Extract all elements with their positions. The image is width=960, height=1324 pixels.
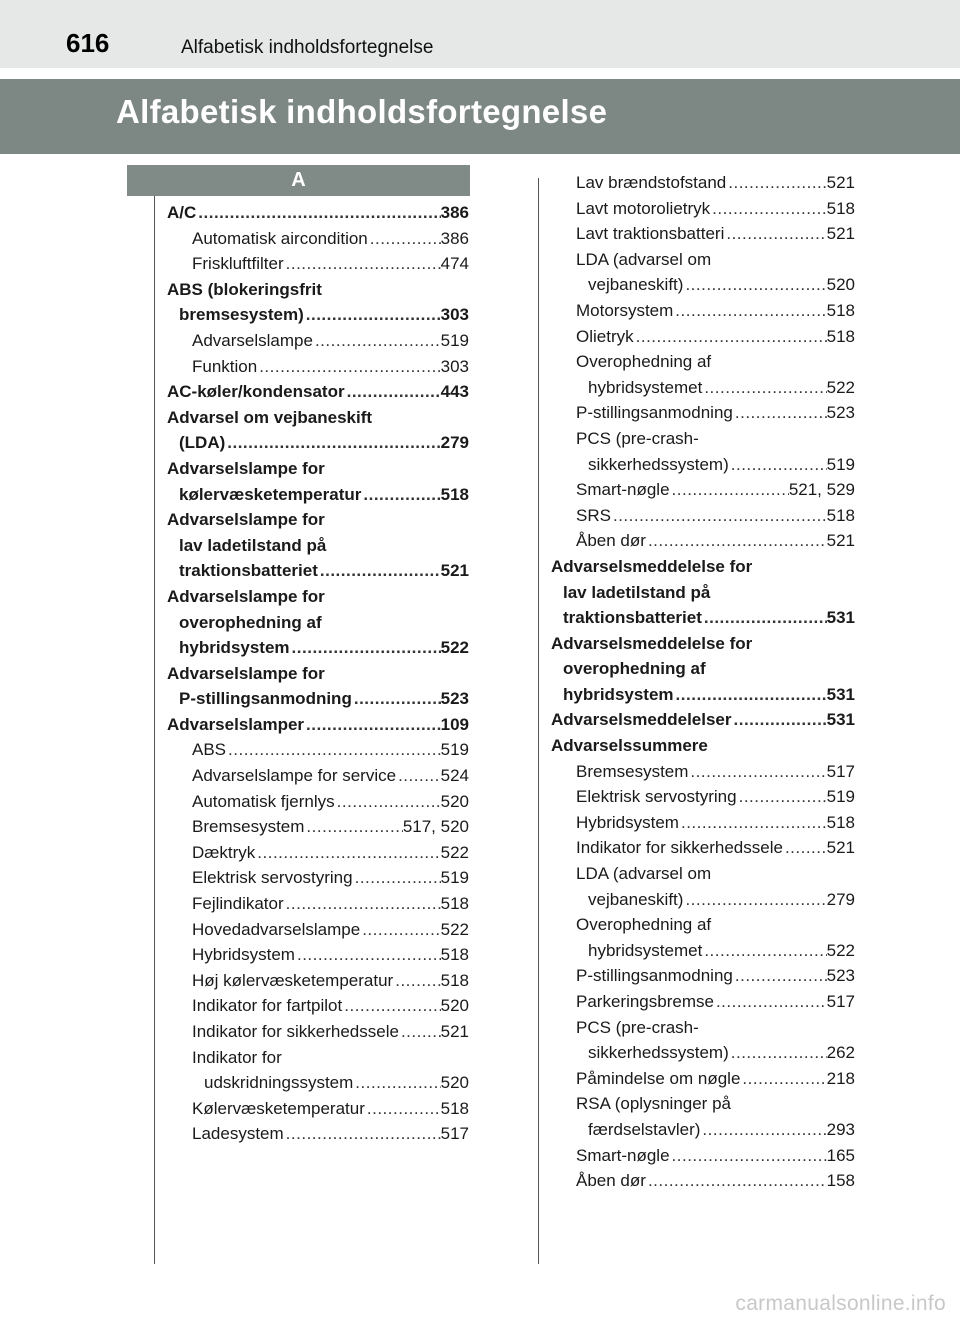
index-entry xyxy=(551,733,855,759)
index-entry xyxy=(167,584,469,610)
entry-text: vejbaneskift) xyxy=(588,889,684,909)
dot-leader xyxy=(396,763,441,789)
dot-leader xyxy=(257,354,440,380)
dot-leader xyxy=(702,375,826,401)
dot-leader xyxy=(393,968,440,994)
entry-page-number: 520 xyxy=(440,791,469,811)
dot-leader xyxy=(729,452,827,478)
entry-text: P-stillingsanmodning xyxy=(179,689,352,709)
section-letter-header: A xyxy=(127,165,470,196)
entry-page-number: 519 xyxy=(826,787,855,807)
entry-text: Påmindelse om nøgle xyxy=(576,1068,741,1088)
entry-text: Indikator for sikkerhedssele xyxy=(192,1022,399,1041)
entry-text: vejbaneskift) xyxy=(588,275,684,295)
index-column-left xyxy=(167,200,469,1147)
entry-page-number: 522 xyxy=(440,919,469,939)
index-entry xyxy=(551,1168,855,1194)
index-entry xyxy=(551,196,855,222)
dot-leader xyxy=(226,737,441,763)
column-divider-left xyxy=(154,196,155,1264)
index-entry xyxy=(551,656,855,682)
entry-page-number: 520 xyxy=(440,996,469,1016)
entry-text: Advarselslamper xyxy=(167,714,305,734)
index-entry xyxy=(167,840,469,866)
dot-leader xyxy=(361,482,440,508)
entry-page-number: 531 xyxy=(826,684,855,704)
entry-page-number: 522 xyxy=(440,638,469,658)
dot-leader xyxy=(290,635,441,661)
index-entry xyxy=(167,277,469,303)
index-entry xyxy=(551,349,855,375)
dot-leader xyxy=(702,605,827,631)
dot-leader xyxy=(733,963,827,989)
index-entry xyxy=(551,682,855,708)
dot-leader xyxy=(295,942,441,968)
index-entry xyxy=(551,170,855,196)
dot-leader xyxy=(726,170,826,196)
index-entry xyxy=(551,1066,855,1092)
entry-page-number: 531 xyxy=(826,710,855,730)
entry-page-number: 303 xyxy=(440,305,469,325)
entry-page-number: 518 xyxy=(826,505,855,525)
entry-page-number: 518 xyxy=(440,970,469,990)
entry-text: bremsesystem) xyxy=(179,305,304,325)
entry-page-number: 279 xyxy=(440,433,469,453)
entry-text: sikkerhedssystem) xyxy=(588,1043,729,1063)
entry-page-number: 518 xyxy=(440,1098,469,1118)
dot-leader xyxy=(673,298,826,324)
index-entry xyxy=(167,1045,469,1071)
index-entry xyxy=(551,375,855,401)
entry-text: Advarselsmeddelelse for xyxy=(551,556,753,576)
index-entry xyxy=(551,298,855,324)
dot-leader xyxy=(683,272,826,298)
entry-page-number: 518 xyxy=(440,894,469,914)
entry-page-number: 218 xyxy=(826,1068,855,1088)
index-entry xyxy=(167,942,469,968)
dot-leader xyxy=(733,400,827,426)
index-entry xyxy=(551,1015,855,1041)
dot-leader xyxy=(683,887,826,913)
entry-text: hybridsystem xyxy=(179,638,290,658)
entry-text: Advarselslampe for xyxy=(167,510,325,530)
index-entry xyxy=(167,661,469,687)
entry-text: Kølervæsketemperatur xyxy=(192,1098,365,1118)
dot-leader xyxy=(399,1019,441,1045)
entry-page-number: 386 xyxy=(440,228,469,248)
entry-page-number: 518 xyxy=(826,812,855,832)
entry-text: (LDA) xyxy=(179,433,226,453)
dot-leader xyxy=(335,789,441,815)
index-entry xyxy=(551,580,855,606)
dot-leader xyxy=(724,221,826,247)
entry-text: Advarselslampe xyxy=(192,330,313,350)
dot-leader xyxy=(688,759,826,785)
dot-leader xyxy=(313,328,441,354)
index-entry xyxy=(551,810,855,836)
index-entry xyxy=(167,865,469,891)
entry-page-number: 519 xyxy=(440,868,469,888)
entry-page-number: 158 xyxy=(826,1171,855,1191)
page-title: Alfabetisk indholdsfortegnelse xyxy=(116,93,608,130)
index-entry xyxy=(167,354,469,380)
index-entry xyxy=(551,452,855,478)
header-title: Alfabetisk indholdsfortegnelse xyxy=(181,37,434,58)
entry-page-number: 474 xyxy=(440,254,469,274)
entry-text: Funktion xyxy=(192,356,258,376)
dot-leader xyxy=(634,324,827,350)
entry-page-number: 517 xyxy=(826,761,855,781)
index-entry xyxy=(551,963,855,989)
entry-text: sikkerhedssystem) xyxy=(588,454,729,474)
dot-leader xyxy=(255,840,440,866)
entry-text: P-stillingsanmodning xyxy=(576,403,733,423)
entry-text: LDA (advarsel om xyxy=(576,864,712,884)
entry-text: P-stillingsanmodning xyxy=(576,966,733,986)
dot-leader xyxy=(360,917,440,943)
entry-page-number: 519 xyxy=(440,330,469,350)
page-number: 616 xyxy=(66,28,110,58)
entry-page-number: 521 xyxy=(440,561,469,581)
entry-text: Advarselsmeddelelser xyxy=(551,710,732,730)
index-entry xyxy=(167,405,469,431)
entry-text: Indikator for fartpilot xyxy=(192,996,343,1016)
entry-text: PCS (pre-crash- xyxy=(576,428,699,448)
index-entry xyxy=(167,686,469,712)
entry-page-number: 303 xyxy=(440,356,469,376)
entry-text: traktionsbatteriet xyxy=(563,608,702,628)
index-entry xyxy=(167,789,469,815)
entry-page-number: 524 xyxy=(440,766,469,786)
index-entry xyxy=(551,835,855,861)
entry-text: PCS (pre-crash- xyxy=(576,1017,699,1037)
index-entry xyxy=(551,759,855,785)
entry-page-number: 165 xyxy=(826,1145,855,1165)
dot-leader xyxy=(284,251,441,277)
index-entry xyxy=(167,891,469,917)
entry-page-number: 523 xyxy=(440,689,469,709)
entry-page-number: 519 xyxy=(826,454,855,474)
entry-text: RSA (oplysninger på xyxy=(576,1094,731,1114)
entry-text: A/C xyxy=(167,203,197,222)
entry-text: Advarselslampe for xyxy=(167,663,325,683)
dot-leader xyxy=(225,430,440,456)
index-entry xyxy=(551,247,855,273)
entry-page-number: 293 xyxy=(826,1119,855,1139)
title-banner xyxy=(0,79,960,154)
index-entry xyxy=(167,379,469,405)
index-entry xyxy=(551,887,855,913)
index-entry xyxy=(167,533,469,559)
entry-page-number: 522 xyxy=(440,842,469,862)
dot-leader xyxy=(352,686,441,712)
dot-leader xyxy=(700,1117,826,1143)
entry-text: Advarselslampe for xyxy=(167,586,325,606)
index-entry xyxy=(551,912,855,938)
dot-leader xyxy=(353,1070,440,1096)
index-entry xyxy=(167,1070,469,1096)
index-entry xyxy=(551,784,855,810)
entry-page-number: 279 xyxy=(826,889,855,909)
index-entry xyxy=(167,763,469,789)
index-entry xyxy=(167,737,469,763)
entry-page-number: 519 xyxy=(440,740,469,760)
entry-page-number: 522 xyxy=(826,377,855,397)
entry-text: Elektrisk servostyring xyxy=(576,787,737,807)
entry-page-number: 521 xyxy=(440,1022,469,1041)
entry-text: Dæktryk xyxy=(192,842,256,862)
dot-leader xyxy=(284,1121,441,1147)
entry-text: Parkeringsbremse xyxy=(576,992,714,1011)
index-entry xyxy=(167,993,469,1019)
dot-leader xyxy=(304,814,402,840)
entry-text: Olietryk xyxy=(576,326,634,346)
dot-leader xyxy=(646,1168,827,1194)
index-entry xyxy=(551,938,855,964)
dot-leader xyxy=(710,196,826,222)
entry-text: Overophedning af xyxy=(576,352,712,372)
entry-text: Lav brændstofstand xyxy=(576,173,727,192)
entry-page-number: 520 xyxy=(440,1073,469,1093)
index-entry xyxy=(167,917,469,943)
dot-leader xyxy=(783,835,827,861)
entry-text: Fejlindikator xyxy=(192,894,284,914)
entry-text: overophedning af xyxy=(563,659,706,679)
index-entry xyxy=(167,558,469,584)
entry-page-number: 521 xyxy=(826,531,855,551)
entry-text: Advarsel om vejbaneskift xyxy=(167,407,373,427)
entry-text: ABS xyxy=(192,740,227,760)
dot-leader xyxy=(679,810,827,836)
entry-page-number: 520 xyxy=(826,275,855,295)
column-divider-center xyxy=(538,178,539,1264)
index-entry xyxy=(167,200,469,226)
index-entry xyxy=(551,426,855,452)
dot-leader xyxy=(196,200,440,226)
entry-text: Ladesystem xyxy=(192,1124,284,1144)
entry-text: Hovedadvarselslampe xyxy=(192,919,361,939)
dot-leader xyxy=(284,891,441,917)
entry-text: Automatisk fjernlys xyxy=(192,791,335,811)
dot-leader xyxy=(674,682,827,708)
dot-leader xyxy=(345,379,441,405)
index-entry xyxy=(167,968,469,994)
entry-page-number: 518 xyxy=(440,484,469,504)
entry-text: Høj kølervæsketemperatur xyxy=(192,970,394,990)
dot-leader xyxy=(342,993,440,1019)
dot-leader xyxy=(737,784,827,810)
entry-text: Smart-nøgle xyxy=(576,480,670,500)
index-entry xyxy=(551,1091,855,1117)
dot-leader xyxy=(729,1040,827,1066)
dot-leader xyxy=(368,226,441,252)
entry-page-number: 517, 520 xyxy=(402,817,469,837)
entry-text: Lavt traktionsbatteri xyxy=(576,224,725,244)
index-entry xyxy=(167,712,469,738)
entry-page-number: 521, 529 xyxy=(788,480,855,500)
entry-text: ABS (blokeringsfrit xyxy=(167,279,322,299)
entry-text: Hybridsystem xyxy=(576,812,679,832)
dot-leader xyxy=(318,558,441,584)
index-entry xyxy=(167,226,469,252)
entry-text: Advarselslampe for xyxy=(167,458,325,478)
index-entry xyxy=(551,707,855,733)
entry-page-number: 517 xyxy=(826,992,855,1011)
dot-leader xyxy=(304,712,441,738)
dot-leader xyxy=(304,302,441,328)
entry-text: Bremsesystem xyxy=(192,817,305,837)
entry-page-number: 523 xyxy=(826,403,855,423)
watermark-text: carmanualsonline.info xyxy=(735,1292,946,1315)
index-entry xyxy=(167,1121,469,1147)
entry-text: Advarselsmeddelelse for xyxy=(551,633,753,653)
dot-leader xyxy=(365,1096,441,1122)
entry-text: Motorsystem xyxy=(576,300,674,320)
entry-page-number: 518 xyxy=(826,198,855,218)
entry-text: Smart-nøgle xyxy=(576,1145,670,1165)
dot-leader xyxy=(670,1143,827,1169)
entry-page-number: 517 xyxy=(440,1124,469,1144)
entry-text: kølervæsketemperatur xyxy=(179,484,362,504)
entry-page-number: 523 xyxy=(826,966,855,986)
index-entry xyxy=(167,814,469,840)
entry-page-number: 109 xyxy=(440,714,469,734)
entry-text: Indikator for xyxy=(192,1047,282,1067)
entry-text: hybridsystem xyxy=(563,684,674,704)
dot-leader xyxy=(611,503,827,529)
entry-page-number: 521 xyxy=(826,224,855,244)
page-header xyxy=(0,0,960,68)
dot-leader xyxy=(353,865,441,891)
entry-text: Automatisk aircondition xyxy=(192,228,368,248)
entry-text: færdselstavler) xyxy=(588,1119,701,1139)
entry-text: udskridningssystem xyxy=(204,1073,354,1093)
index-entry xyxy=(167,635,469,661)
entry-page-number: 386 xyxy=(440,203,469,222)
index-entry xyxy=(551,528,855,554)
index-entry xyxy=(167,456,469,482)
entry-text: traktionsbatteriet xyxy=(179,561,318,581)
entry-text: LDA (advarsel om xyxy=(576,249,712,269)
entry-text: Lavt motorolietryk xyxy=(576,198,711,218)
index-entry xyxy=(551,1117,855,1143)
entry-text: SRS xyxy=(576,505,611,525)
index-entry xyxy=(167,328,469,354)
index-entry xyxy=(551,989,855,1015)
dot-leader xyxy=(646,528,827,554)
entry-text: hybridsystemet xyxy=(588,940,703,960)
entry-page-number: 518 xyxy=(440,945,469,965)
entry-text: Overophedning af xyxy=(576,915,712,935)
entry-text: Bremsesystem xyxy=(576,761,689,781)
dot-leader xyxy=(702,938,826,964)
index-entry xyxy=(551,861,855,887)
entry-text: hybridsystemet xyxy=(588,377,703,397)
index-column-right xyxy=(551,170,855,1194)
entry-page-number: 521 xyxy=(826,838,855,858)
index-entry xyxy=(167,430,469,456)
index-entry xyxy=(167,1096,469,1122)
index-entry xyxy=(551,554,855,580)
entry-text: Advarselssummere xyxy=(551,736,708,756)
entry-text: AC-køler/kondensator xyxy=(167,382,345,402)
entry-text: Åben dør xyxy=(576,531,646,551)
index-entry xyxy=(551,324,855,350)
entry-text: Friskluftfilter xyxy=(192,254,284,274)
entry-text: lav ladetilstand på xyxy=(563,582,711,602)
entry-text: Advarselslampe for service xyxy=(192,766,397,786)
index-entry xyxy=(551,272,855,298)
dot-leader xyxy=(740,1066,826,1092)
entry-page-number: 521 xyxy=(826,173,855,192)
index-entry xyxy=(551,477,855,503)
index-entry xyxy=(167,302,469,328)
entry-text: overophedning af xyxy=(179,612,322,632)
index-entry xyxy=(551,1040,855,1066)
entry-page-number: 522 xyxy=(826,940,855,960)
entry-text: Indikator for sikkerhedssele xyxy=(576,838,783,858)
index-entry xyxy=(551,631,855,657)
index-entry xyxy=(167,610,469,636)
index-entry xyxy=(167,251,469,277)
entry-page-number: 443 xyxy=(440,382,469,402)
index-entry xyxy=(551,503,855,529)
index-entry xyxy=(167,1019,469,1045)
index-entry xyxy=(551,400,855,426)
index-entry xyxy=(551,605,855,631)
index-entry xyxy=(551,221,855,247)
index-entry xyxy=(167,507,469,533)
entry-page-number: 518 xyxy=(826,326,855,346)
entry-page-number: 518 xyxy=(826,300,855,320)
dot-leader xyxy=(714,989,827,1015)
entry-text: Elektrisk servostyring xyxy=(192,868,353,888)
entry-text: lav ladetilstand på xyxy=(179,535,327,555)
entry-text: Åben dør xyxy=(576,1171,646,1191)
entry-page-number: 262 xyxy=(826,1043,855,1063)
dot-leader xyxy=(732,707,827,733)
index-entry xyxy=(167,482,469,508)
entry-text: Hybridsystem xyxy=(192,945,295,965)
index-entry xyxy=(551,1143,855,1169)
dot-leader xyxy=(670,477,789,503)
entry-page-number: 531 xyxy=(826,608,855,628)
